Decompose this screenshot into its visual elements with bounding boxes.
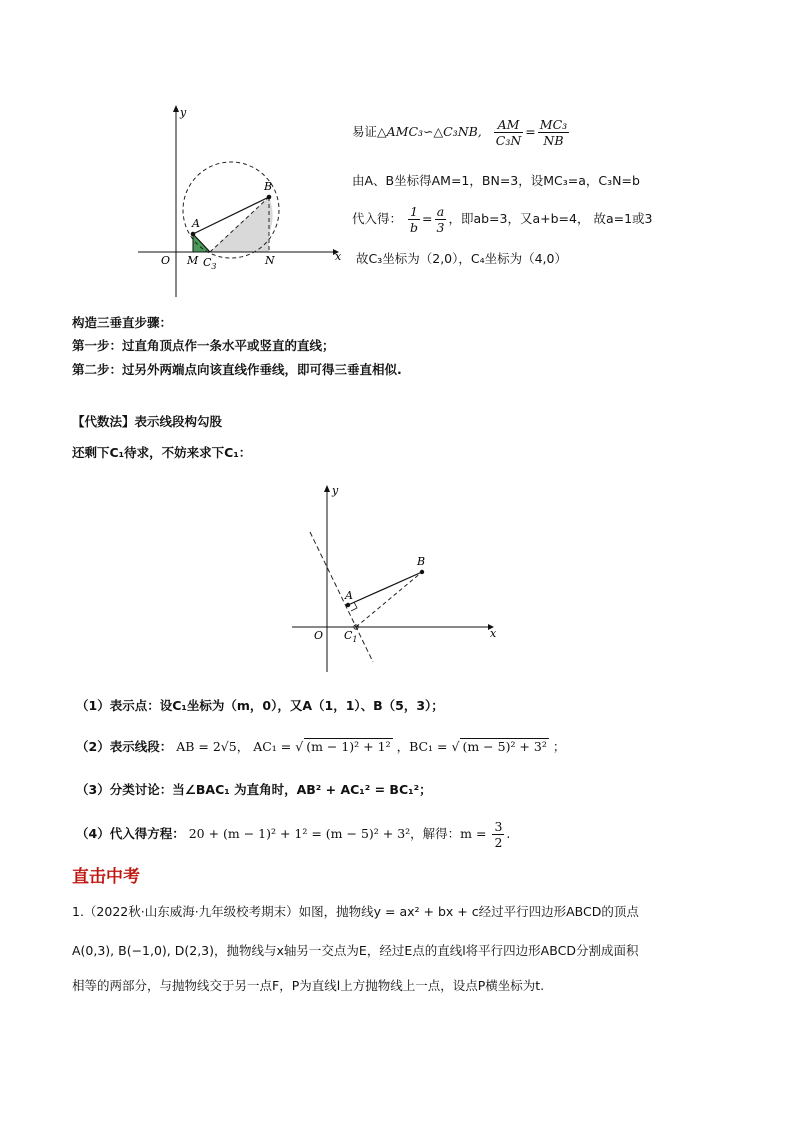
- item-4: （4）代入得方程： 20 + (m − 1)² + 1² = (m − 5)² + 3²，解得：m = $\frac{3}{2}$ .: [76, 819, 511, 850]
- label-A: A: [192, 217, 200, 230]
- point-B: [267, 195, 272, 200]
- step-2: 第二步：过另外两端点向该直线作垂线，即可得三垂直相似.: [72, 362, 402, 377]
- item-1: （1）表示点：设C₁坐标为（m，0），又A（1，1）、B（5，3）；: [76, 698, 444, 713]
- label-C3: $C_3$: [203, 256, 217, 271]
- label-O: O: [161, 254, 171, 267]
- label-x: x: [490, 627, 497, 640]
- grey-region-2: [210, 197, 273, 252]
- substitute-line: 代入得： $\frac{1}{b}$ = $\frac{a}{3}$ ，即ab=3，又a+b=4， 故a=1或3: [352, 204, 653, 235]
- label-y: y: [332, 484, 339, 497]
- label-O: O: [314, 629, 324, 642]
- section-heading: 直击中考: [72, 867, 140, 887]
- label-y: y: [180, 106, 187, 119]
- result-line: 故C₃坐标为（2,0），C₄坐标为（4,0）: [356, 251, 567, 266]
- item-2: （2）表示线段： AB = 2√5， AC₁ = √ (m − 1)² + 1² ，BC₁ = √ (m − 5)² + 3² ；: [76, 739, 566, 754]
- item-3: （3）分类讨论：当∠BAC₁ 为直角时，AB² + AC₁² = BC₁²；: [76, 782, 432, 797]
- problem-line-2: A(0,3), B(−1,0), D(2,3)，抛物线与x轴另一交点为E，经过E点的直线l将平行四边形ABCD分割成面积: [72, 943, 639, 958]
- label-B: B: [417, 555, 426, 568]
- point-A: [346, 603, 350, 607]
- algebra-title: 【代数法】表示线段构勾股: [72, 414, 223, 429]
- label-x: x: [335, 250, 342, 263]
- problem-line-3: 相等的两部分，与抛物线交于另一点F，P为直线l上方抛物线上一点，设点P横坐标为t.: [72, 978, 545, 993]
- label-C1: $C_1$: [344, 629, 358, 644]
- problem-line-1: 1.（2022秋·山东威海·九年级校考期末）如图，抛物线y = ax² + bx + c经过平行四边形ABCD的顶点: [72, 904, 639, 919]
- label-N: N: [265, 254, 275, 267]
- figure-perpendicular: [288, 482, 508, 677]
- steps-title: 构造三垂直步骤：: [72, 315, 173, 330]
- step-1: 第一步：过直角顶点作一条水平或竖直的直线；: [72, 338, 335, 353]
- label-A: A: [345, 589, 353, 602]
- figure-circle-similarity: [130, 100, 350, 300]
- algebra-intro: 还剩下C₁待求，不妨来求下C₁：: [72, 445, 252, 460]
- label-M: M: [187, 254, 199, 267]
- y-axis-arrow: [173, 105, 179, 112]
- label-B: B: [264, 180, 273, 193]
- similarity-line: 易证△AMC₃∽△C₃NB, $\frac{AM}{\text{C₃N}}$ = $\frac{\text{MC₃}}{NB}$: [352, 117, 568, 148]
- dashed-perpendicular: [310, 532, 373, 662]
- coordinate-line: 由A、B坐标得AM=1，BN=3，设MC₃=a，C₃N=b: [352, 173, 640, 188]
- segment-C1B: [356, 572, 422, 627]
- point-B: [420, 570, 424, 574]
- point-A: [191, 232, 196, 237]
- segment-AB: [348, 572, 422, 605]
- y-axis-arrow: [324, 485, 330, 492]
